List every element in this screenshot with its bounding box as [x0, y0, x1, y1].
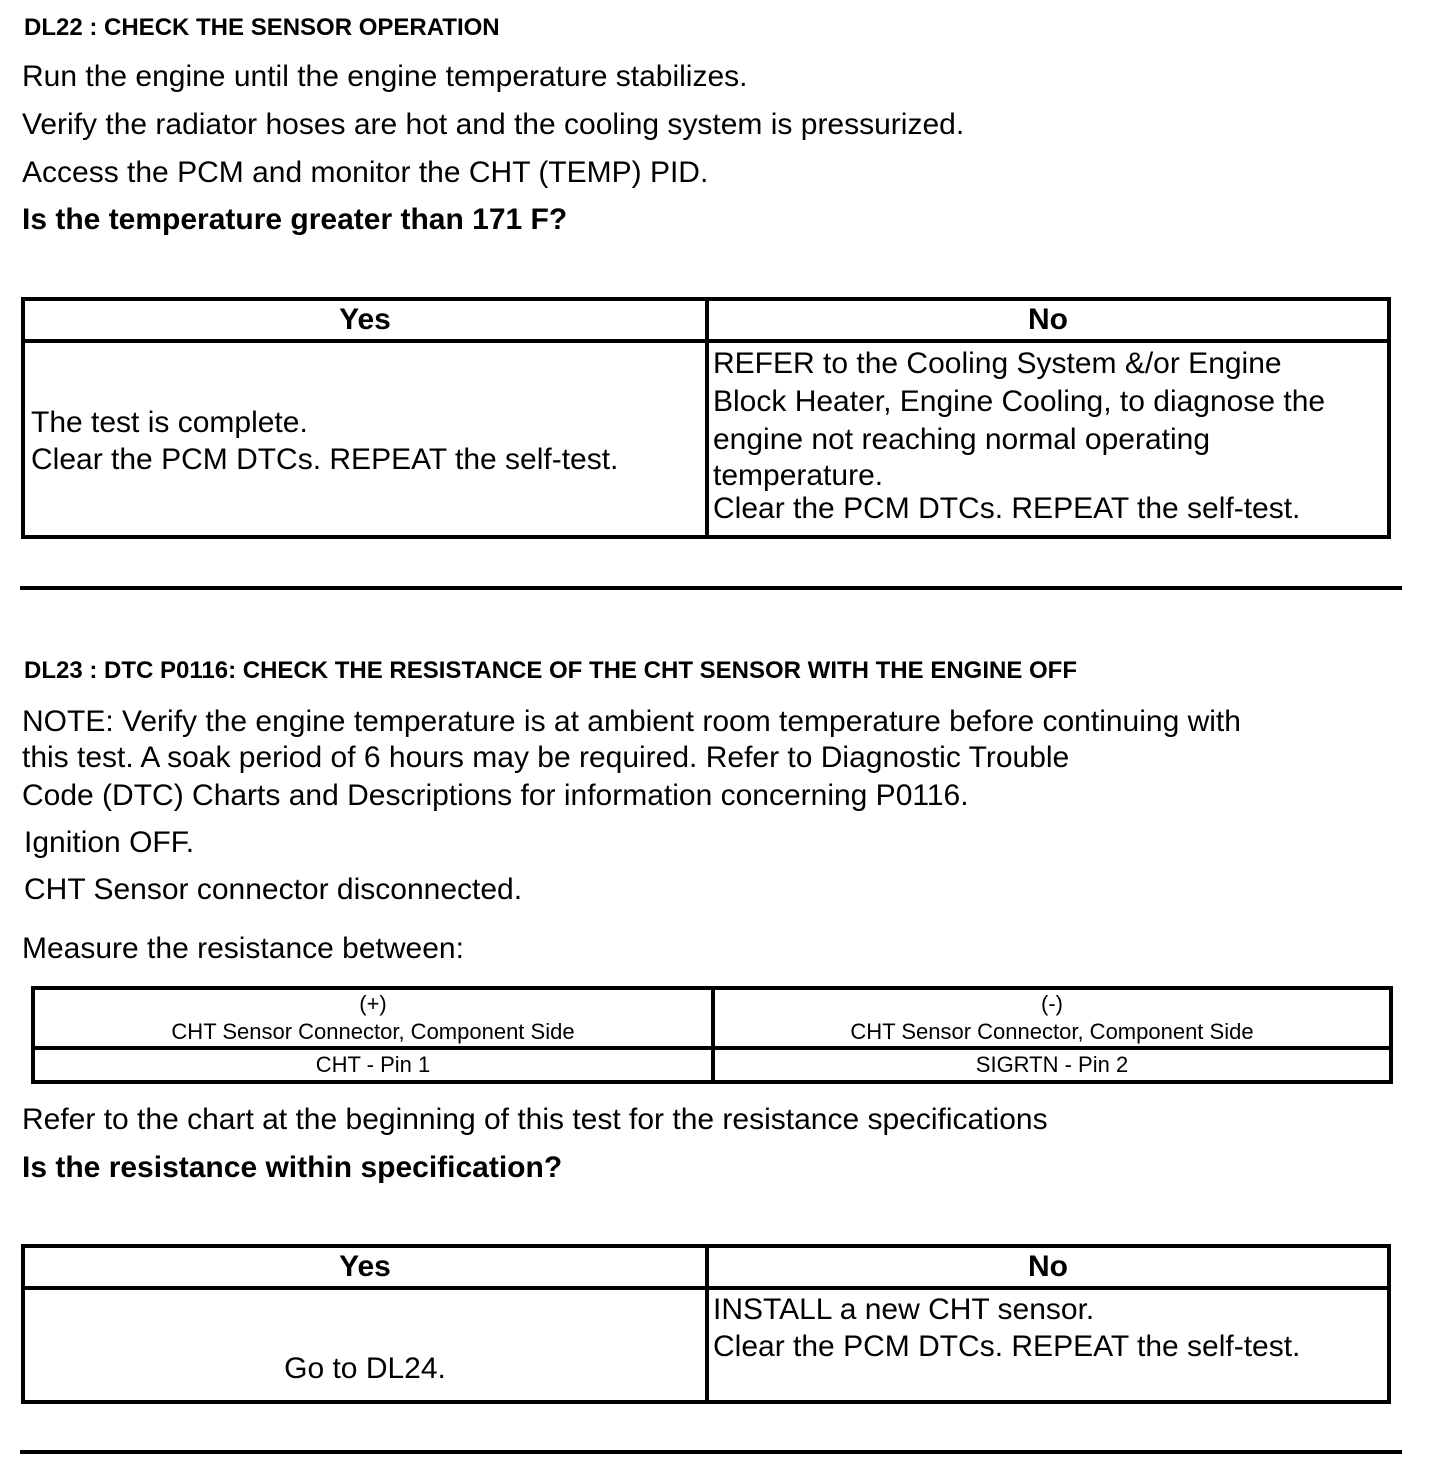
- dl22-question: Is the temperature greater than 171 F?: [22, 203, 568, 236]
- dl23-no-line-1: INSTALL a new CHT sensor.: [713, 1293, 1095, 1326]
- dl22-yes-no-table: [21, 297, 1391, 539]
- dl23-note-line-1: NOTE: Verify the engine temperature is at ambient room temperature before continuing with: [22, 705, 1241, 738]
- measure-plus-header: [33, 988, 713, 1048]
- dl23-step-1: Ignition OFF.: [24, 826, 195, 859]
- dl22-no-line-2: Block Heater, Engine Cooling, to diagnose the: [713, 385, 1326, 418]
- dl23-measure-text: Measure the resistance between:: [22, 932, 464, 965]
- dl22-step-3: Access the PCM and monitor the CHT (TEMP) PID.: [22, 156, 709, 189]
- measure-plus-sign: (+): [359, 991, 387, 1016]
- dl22-no-line-4: temperature.: [713, 459, 884, 492]
- dl23-yes-cell: [23, 1288, 707, 1402]
- dl23-measure-table: [31, 986, 1393, 1084]
- dl22-yes-line-1: The test is complete.: [31, 406, 308, 439]
- dl22-step-1: Run the engine until the engine temperature stabilizes.: [22, 60, 748, 93]
- dl23-note-line-3: Code (DTC) Charts and Descriptions for information concerning P0116.: [22, 779, 969, 812]
- dl23-step-2: CHT Sensor connector disconnected.: [24, 873, 523, 906]
- dl23-yes-text: Go to DL24.: [284, 1352, 446, 1385]
- dl23-yes-header: Yes: [23, 1246, 707, 1288]
- dl22-no-line-3: engine not reaching normal operating: [713, 423, 1211, 456]
- measure-minus-sign: (-): [1041, 991, 1063, 1016]
- dl22-yes-cell: [23, 341, 707, 537]
- dl23-no-cell: [707, 1288, 1389, 1402]
- measure-plus-label: CHT Sensor Connector, Component Side: [171, 1019, 575, 1044]
- section-divider-2: [20, 1450, 1402, 1454]
- dl22-no-line-5: Clear the PCM DTCs. REPEAT the self-test.: [713, 492, 1301, 525]
- measure-minus-pin: SIGRTN - Pin 2: [713, 1048, 1391, 1082]
- dl23-yes-no-table: [21, 1244, 1391, 1404]
- section-divider-1: [20, 586, 1402, 590]
- measure-minus-header: [713, 988, 1391, 1048]
- dl23-no-line-2: Clear the PCM DTCs. REPEAT the self-test.: [713, 1330, 1301, 1363]
- dl23-question: Is the resistance within specification?: [22, 1151, 563, 1184]
- measure-plus-pin: CHT - Pin 1: [33, 1048, 713, 1082]
- measure-minus-label: CHT Sensor Connector, Component Side: [850, 1019, 1254, 1044]
- dl22-yes-header: Yes: [23, 299, 707, 341]
- dl22-step-2: Verify the radiator hoses are hot and the cooling system is pressurized.: [22, 108, 965, 141]
- dl23-note-line-2: this test. A soak period of 6 hours may be required. Refer to Diagnostic Trouble: [22, 741, 1070, 774]
- dl22-no-header: No: [707, 299, 1389, 341]
- dl23-refer-text: Refer to the chart at the beginning of this test for the resistance specifications: [22, 1103, 1048, 1136]
- dl22-yes-line-2: Clear the PCM DTCs. REPEAT the self-test.: [31, 443, 619, 476]
- dl22-no-line-1: REFER to the Cooling System &/or Engine: [713, 347, 1282, 380]
- dl23-no-header: No: [707, 1246, 1389, 1288]
- dl22-heading: DL22 : CHECK THE SENSOR OPERATION: [24, 14, 500, 41]
- dl23-heading: DL23 : DTC P0116: CHECK THE RESISTANCE OF THE CHT SENSOR WITH THE ENGINE OFF: [24, 657, 1077, 684]
- dl22-no-cell: [707, 341, 1389, 537]
